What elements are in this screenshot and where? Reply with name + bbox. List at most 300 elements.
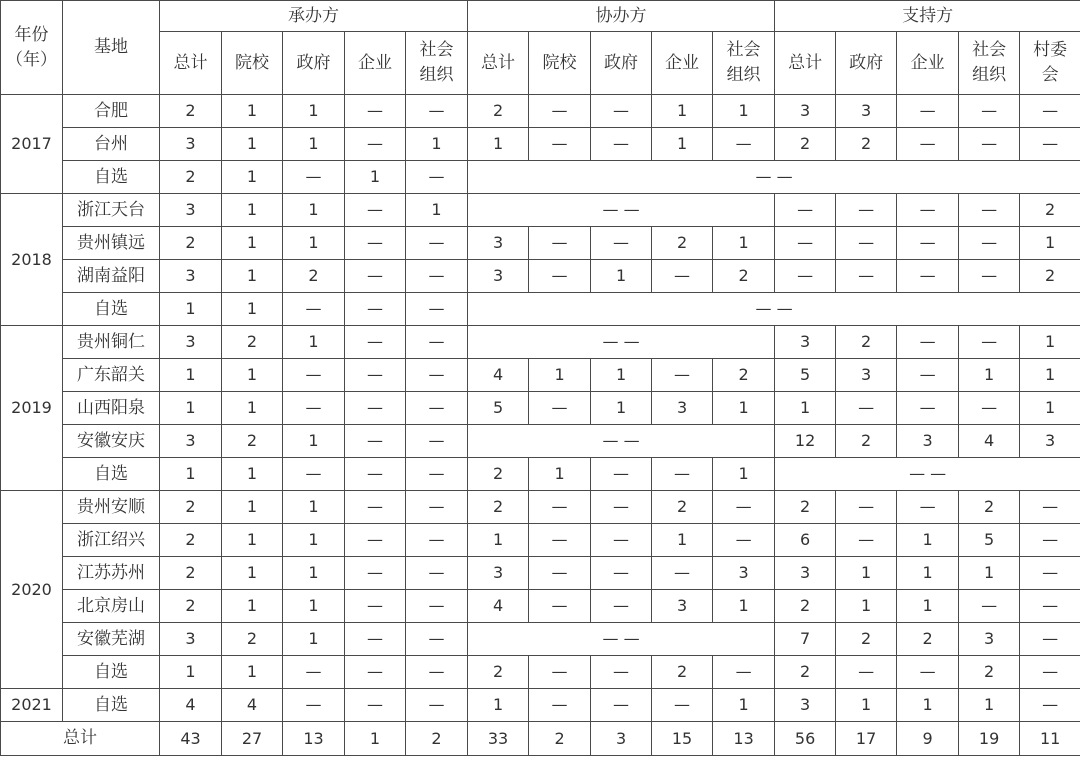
value-cell: 3 <box>468 227 529 260</box>
total-cell: 27 <box>222 722 283 756</box>
value-cell: 3 <box>836 95 897 128</box>
base-cell: 山西阳泉 <box>63 392 160 425</box>
value-cell: 3 <box>160 260 222 293</box>
value-cell: — <box>1020 623 1080 656</box>
value-cell: 1 <box>836 689 897 722</box>
value-cell: 1 <box>529 458 591 491</box>
year-cell: 2021 <box>1 689 63 722</box>
value-cell: 1 <box>160 359 222 392</box>
value-cell: — <box>406 623 468 656</box>
value-cell: — <box>591 95 652 128</box>
value-cell: — <box>345 656 406 689</box>
base-cell: 台州 <box>63 128 160 161</box>
table-row <box>1 557 1080 590</box>
value-cell: 2 <box>652 491 713 524</box>
value-cell: 3 <box>160 194 222 227</box>
base-cell: 自选 <box>63 293 160 326</box>
merged-dash-cell: — — <box>775 458 1080 491</box>
base-cell: 贵州铜仁 <box>63 326 160 359</box>
header-subcol: 企业 <box>652 32 713 95</box>
value-cell: 4 <box>222 689 283 722</box>
value-cell: 1 <box>591 392 652 425</box>
value-cell: — <box>529 227 591 260</box>
value-cell: — <box>897 194 959 227</box>
value-cell: 5 <box>959 524 1020 557</box>
value-cell: — <box>406 260 468 293</box>
merged-dash-cell: — — <box>468 293 1080 326</box>
year-cell: 2018 <box>1 194 63 326</box>
year-cell: 2020 <box>1 491 63 689</box>
base-cell: 湖南益阳 <box>63 260 160 293</box>
value-cell: 1 <box>160 656 222 689</box>
value-cell: 1 <box>591 260 652 293</box>
value-cell: — <box>283 392 345 425</box>
value-cell: — <box>897 359 959 392</box>
value-cell: — <box>713 656 775 689</box>
table-row <box>1 524 1080 557</box>
value-cell: — <box>345 326 406 359</box>
total-cell: 3 <box>591 722 652 756</box>
value-cell: — <box>529 590 591 623</box>
merged-dash-cell: — — <box>468 326 775 359</box>
value-cell: — <box>406 491 468 524</box>
value-cell: 1 <box>283 95 345 128</box>
value-cell: 1 <box>468 689 529 722</box>
value-cell: 2 <box>1020 260 1080 293</box>
value-cell: — <box>345 557 406 590</box>
base-cell: 自选 <box>63 161 160 194</box>
value-cell: 2 <box>836 128 897 161</box>
value-cell: — <box>959 326 1020 359</box>
table-row <box>1 293 1080 326</box>
value-cell: 1 <box>959 689 1020 722</box>
value-cell: 3 <box>468 260 529 293</box>
value-cell: — <box>591 656 652 689</box>
value-cell: — <box>345 359 406 392</box>
value-cell: 1 <box>160 293 222 326</box>
value-cell: — <box>897 326 959 359</box>
value-cell: 1 <box>222 458 283 491</box>
value-cell: 3 <box>160 425 222 458</box>
value-cell: — <box>345 425 406 458</box>
total-cell: 9 <box>897 722 959 756</box>
value-cell: — <box>591 491 652 524</box>
value-cell: 2 <box>160 590 222 623</box>
header-subcol: 总计 <box>775 32 836 95</box>
header-subcol: 政府 <box>283 32 345 95</box>
year-cell: 2017 <box>1 95 63 194</box>
value-cell: 1 <box>959 557 1020 590</box>
header-subcol: 企业 <box>345 32 406 95</box>
value-cell: 2 <box>222 425 283 458</box>
value-cell: 3 <box>652 392 713 425</box>
value-cell: — <box>836 491 897 524</box>
value-cell: 1 <box>222 359 283 392</box>
value-cell: — <box>345 392 406 425</box>
base-cell: 贵州镇远 <box>63 227 160 260</box>
value-cell: 2 <box>160 161 222 194</box>
value-cell: — <box>529 128 591 161</box>
value-cell: 4 <box>160 689 222 722</box>
value-cell: 1 <box>529 359 591 392</box>
year-cell: 2019 <box>1 326 63 491</box>
value-cell: — <box>1020 689 1080 722</box>
value-cell: — <box>529 689 591 722</box>
table-row <box>1 326 1080 359</box>
value-cell: 4 <box>959 425 1020 458</box>
base-cell: 贵州安顺 <box>63 491 160 524</box>
value-cell: 3 <box>836 359 897 392</box>
value-cell: 2 <box>897 623 959 656</box>
value-cell: 1 <box>283 425 345 458</box>
value-cell: — <box>406 227 468 260</box>
value-cell: — <box>775 260 836 293</box>
value-cell: 1 <box>283 524 345 557</box>
value-cell: — <box>1020 95 1080 128</box>
value-cell: 1 <box>897 590 959 623</box>
value-cell: 1 <box>160 458 222 491</box>
value-cell: — <box>1020 557 1080 590</box>
header-subcol: 社会 组织 <box>713 32 775 95</box>
total-cell: 2 <box>406 722 468 756</box>
value-cell: 3 <box>775 689 836 722</box>
value-cell: — <box>959 128 1020 161</box>
value-cell: 2 <box>1020 194 1080 227</box>
value-cell: — <box>713 128 775 161</box>
total-cell: 19 <box>959 722 1020 756</box>
value-cell: 2 <box>836 326 897 359</box>
table-row <box>1 95 1080 128</box>
value-cell: — <box>652 557 713 590</box>
value-cell: 2 <box>160 491 222 524</box>
header-subcol: 企业 <box>897 32 959 95</box>
value-cell: 2 <box>468 458 529 491</box>
value-cell: 2 <box>283 260 345 293</box>
value-cell: — <box>283 161 345 194</box>
value-cell: — <box>959 95 1020 128</box>
merged-dash-cell: — — <box>468 623 775 656</box>
value-cell: — <box>713 491 775 524</box>
value-cell: 1 <box>283 194 345 227</box>
value-cell: — <box>345 293 406 326</box>
base-cell: 广东韶关 <box>63 359 160 392</box>
value-cell: — <box>406 425 468 458</box>
value-cell: — <box>406 557 468 590</box>
base-cell: 合肥 <box>63 95 160 128</box>
value-cell: — <box>897 95 959 128</box>
value-cell: — <box>529 557 591 590</box>
value-cell: 1 <box>345 161 406 194</box>
value-cell: — <box>775 194 836 227</box>
value-cell: 1 <box>897 557 959 590</box>
value-cell: 2 <box>775 590 836 623</box>
header-group-support: 支持方 <box>775 1 1080 32</box>
base-cell: 北京房山 <box>63 590 160 623</box>
total-cell: 1 <box>345 722 406 756</box>
value-cell: 3 <box>775 557 836 590</box>
value-cell: — <box>283 359 345 392</box>
value-cell: — <box>591 128 652 161</box>
value-cell: 2 <box>160 227 222 260</box>
value-cell: 2 <box>160 557 222 590</box>
value-cell: 1 <box>1020 392 1080 425</box>
value-cell: — <box>406 689 468 722</box>
table-row <box>1 425 1080 458</box>
value-cell: — <box>959 590 1020 623</box>
value-cell: — <box>652 359 713 392</box>
value-cell: — <box>406 293 468 326</box>
total-cell: 33 <box>468 722 529 756</box>
value-cell: — <box>529 491 591 524</box>
value-cell: 3 <box>160 326 222 359</box>
value-cell: — <box>345 491 406 524</box>
value-cell: — <box>283 656 345 689</box>
value-cell: — <box>897 491 959 524</box>
table-row <box>1 194 1080 227</box>
value-cell: 2 <box>959 491 1020 524</box>
value-cell: 2 <box>713 359 775 392</box>
value-cell: 3 <box>713 557 775 590</box>
value-cell: 1 <box>468 524 529 557</box>
value-cell: — <box>836 194 897 227</box>
value-cell: — <box>345 128 406 161</box>
value-cell: 1 <box>283 227 345 260</box>
value-cell: 5 <box>775 359 836 392</box>
value-cell: 3 <box>1020 425 1080 458</box>
value-cell: — <box>897 260 959 293</box>
value-cell: — <box>529 656 591 689</box>
value-cell: 1 <box>775 392 836 425</box>
value-cell: 2 <box>468 656 529 689</box>
value-cell: 3 <box>160 623 222 656</box>
value-cell: — <box>406 359 468 392</box>
value-cell: 2 <box>959 656 1020 689</box>
value-cell: 1 <box>222 557 283 590</box>
value-cell: — <box>959 194 1020 227</box>
value-cell: 1 <box>222 161 283 194</box>
value-cell: 1 <box>222 524 283 557</box>
value-cell: 2 <box>836 623 897 656</box>
value-cell: — <box>836 260 897 293</box>
header-subcol: 总计 <box>468 32 529 95</box>
value-cell: 3 <box>959 623 1020 656</box>
total-cell: 15 <box>652 722 713 756</box>
value-cell: 1 <box>897 689 959 722</box>
value-cell: 1 <box>406 194 468 227</box>
value-cell: — <box>345 95 406 128</box>
base-cell: 自选 <box>63 689 160 722</box>
value-cell: 2 <box>836 425 897 458</box>
table-row <box>1 590 1080 623</box>
value-cell: 1 <box>1020 359 1080 392</box>
value-cell: 2 <box>775 656 836 689</box>
value-cell: — <box>959 260 1020 293</box>
value-cell: 1 <box>652 524 713 557</box>
value-cell: — <box>836 227 897 260</box>
header-subcol: 社会 组织 <box>959 32 1020 95</box>
value-cell: — <box>406 95 468 128</box>
value-cell: 2 <box>160 524 222 557</box>
value-cell: — <box>591 689 652 722</box>
value-cell: 1 <box>222 392 283 425</box>
value-cell: 1 <box>283 623 345 656</box>
header-base: 基地 <box>63 1 160 95</box>
value-cell: 1 <box>652 128 713 161</box>
value-cell: 2 <box>652 656 713 689</box>
value-cell: — <box>529 260 591 293</box>
value-cell: — <box>406 656 468 689</box>
value-cell: 1 <box>222 293 283 326</box>
merged-dash-cell: — — <box>468 194 775 227</box>
value-cell: — <box>529 95 591 128</box>
value-cell: — <box>713 524 775 557</box>
value-cell: — <box>345 689 406 722</box>
value-cell: 3 <box>775 95 836 128</box>
base-cell: 安徽芜湖 <box>63 623 160 656</box>
base-cell: 安徽安庆 <box>63 425 160 458</box>
header-subcol: 总计 <box>160 32 222 95</box>
value-cell: — <box>897 128 959 161</box>
value-cell: 1 <box>836 557 897 590</box>
value-cell: 3 <box>897 425 959 458</box>
value-cell: — <box>283 689 345 722</box>
value-cell: — <box>1020 656 1080 689</box>
header-subcol: 政府 <box>591 32 652 95</box>
table-row <box>1 689 1080 722</box>
value-cell: 1 <box>222 227 283 260</box>
table-row <box>1 656 1080 689</box>
value-cell: — <box>836 392 897 425</box>
value-cell: 4 <box>468 590 529 623</box>
value-cell: — <box>406 392 468 425</box>
total-cell: 56 <box>775 722 836 756</box>
header-group-co-host: 协办方 <box>468 1 775 32</box>
value-cell: — <box>591 227 652 260</box>
value-cell: — <box>959 227 1020 260</box>
value-cell: — <box>897 392 959 425</box>
value-cell: — <box>529 524 591 557</box>
value-cell: — <box>652 260 713 293</box>
total-cell: 43 <box>160 722 222 756</box>
value-cell: — <box>283 458 345 491</box>
value-cell: 1 <box>222 194 283 227</box>
value-cell: 4 <box>468 359 529 392</box>
total-cell: 2 <box>529 722 591 756</box>
value-cell: 1 <box>1020 227 1080 260</box>
value-cell: 1 <box>222 590 283 623</box>
value-cell: 1 <box>897 524 959 557</box>
table-row <box>1 623 1080 656</box>
value-cell: 1 <box>222 128 283 161</box>
value-cell: 1 <box>283 491 345 524</box>
value-cell: 1 <box>652 95 713 128</box>
value-cell: 5 <box>468 392 529 425</box>
header-year: 年份 （年） <box>1 1 63 95</box>
value-cell: — <box>652 458 713 491</box>
value-cell: — <box>345 590 406 623</box>
value-cell: — <box>283 293 345 326</box>
value-cell: 1 <box>283 590 345 623</box>
value-cell: — <box>406 161 468 194</box>
base-cell: 浙江绍兴 <box>63 524 160 557</box>
table-row <box>1 392 1080 425</box>
value-cell: 1 <box>836 590 897 623</box>
total-row <box>1 722 1080 756</box>
value-cell: — <box>1020 590 1080 623</box>
value-cell: — <box>1020 524 1080 557</box>
value-cell: — <box>897 656 959 689</box>
table-row <box>1 260 1080 293</box>
value-cell: — <box>406 590 468 623</box>
value-cell: — <box>836 656 897 689</box>
value-cell: 1 <box>713 689 775 722</box>
base-cell: 自选 <box>63 458 160 491</box>
value-cell: 3 <box>652 590 713 623</box>
value-cell: 2 <box>160 95 222 128</box>
value-cell: — <box>345 623 406 656</box>
value-cell: 2 <box>468 491 529 524</box>
value-cell: 1 <box>591 359 652 392</box>
value-cell: 1 <box>713 458 775 491</box>
value-cell: — <box>406 524 468 557</box>
table-row <box>1 128 1080 161</box>
value-cell: 1 <box>713 95 775 128</box>
total-label: 总计 <box>1 722 160 756</box>
value-cell: 2 <box>468 95 529 128</box>
value-cell: — <box>345 227 406 260</box>
merged-dash-cell: — — <box>468 161 1080 194</box>
table-row <box>1 359 1080 392</box>
value-cell: 1 <box>283 557 345 590</box>
value-cell: 1 <box>283 326 345 359</box>
value-cell: 1 <box>222 491 283 524</box>
table-row <box>1 227 1080 260</box>
value-cell: — <box>959 392 1020 425</box>
header-subcol: 院校 <box>529 32 591 95</box>
value-cell: 7 <box>775 623 836 656</box>
value-cell: 2 <box>222 623 283 656</box>
value-cell: — <box>345 260 406 293</box>
header-subcol: 村委 会 <box>1020 32 1080 95</box>
total-cell: 13 <box>713 722 775 756</box>
value-cell: 1 <box>713 392 775 425</box>
value-cell: 2 <box>222 326 283 359</box>
table-row <box>1 161 1080 194</box>
header-group-host: 承办方 <box>160 1 468 32</box>
value-cell: — <box>529 392 591 425</box>
value-cell: 2 <box>775 491 836 524</box>
value-cell: 1 <box>1020 326 1080 359</box>
value-cell: — <box>591 590 652 623</box>
header-subcol: 政府 <box>836 32 897 95</box>
value-cell: — <box>345 458 406 491</box>
total-cell: 17 <box>836 722 897 756</box>
value-cell: — <box>897 227 959 260</box>
header-subcol: 院校 <box>222 32 283 95</box>
base-cell: 江苏苏州 <box>63 557 160 590</box>
value-cell: — <box>406 326 468 359</box>
value-cell: 1 <box>713 227 775 260</box>
value-cell: 1 <box>160 392 222 425</box>
value-cell: — <box>775 227 836 260</box>
value-cell: 2 <box>775 128 836 161</box>
base-cell: 浙江天台 <box>63 194 160 227</box>
value-cell: 3 <box>160 128 222 161</box>
value-cell: — <box>652 689 713 722</box>
value-cell: 1 <box>468 128 529 161</box>
value-cell: 2 <box>713 260 775 293</box>
total-cell: 13 <box>283 722 345 756</box>
